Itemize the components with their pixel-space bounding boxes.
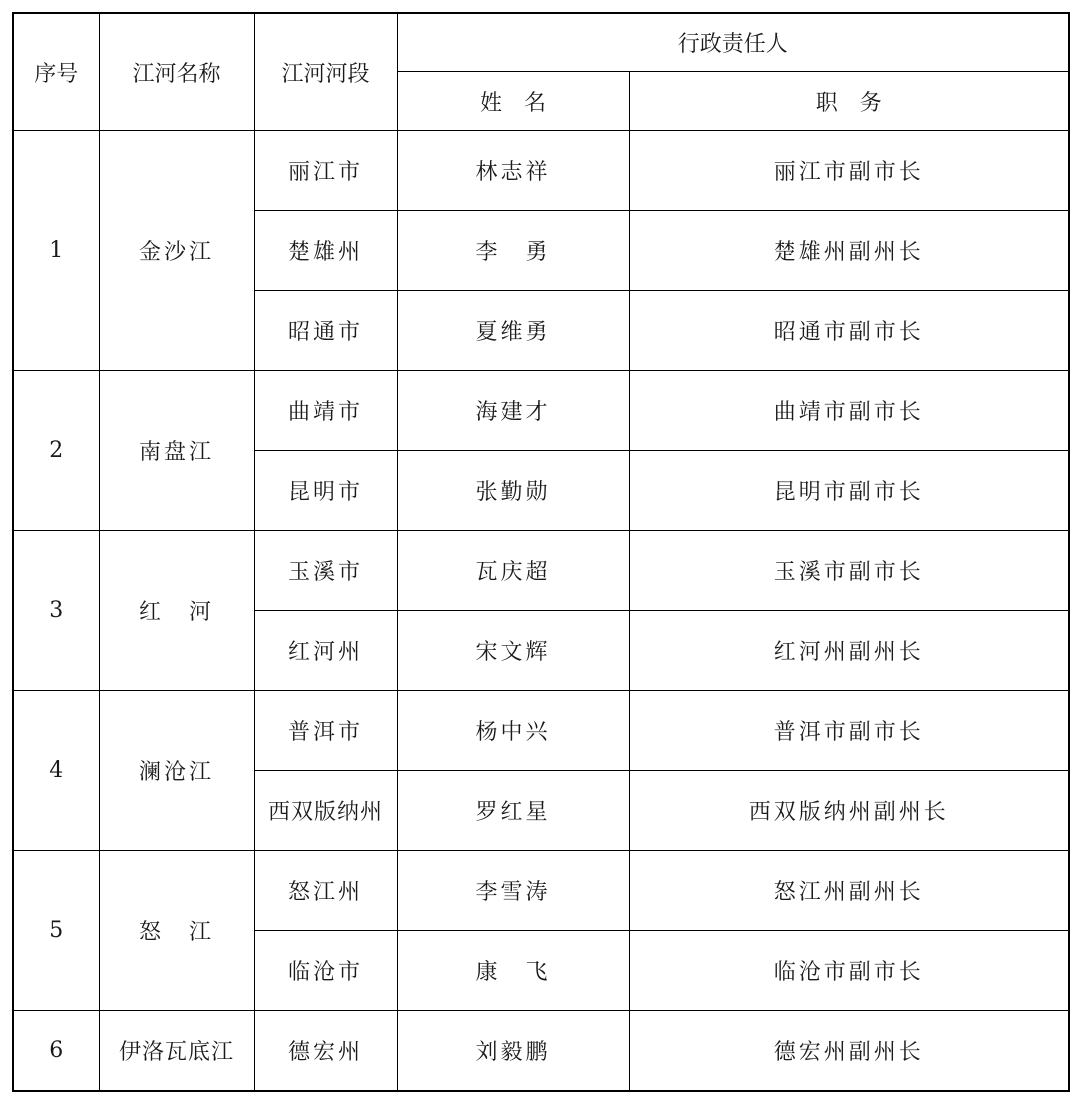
header-index: 序号 (13, 13, 99, 131)
responsible-person: 夏维勇 (397, 291, 629, 371)
responsible-position: 德宏州副州长 (629, 1011, 1069, 1092)
responsible-person: 张勤勋 (397, 451, 629, 531)
river-name: 金沙江 (99, 131, 254, 371)
river-name: 南盘江 (99, 371, 254, 531)
river-index: 1 (13, 131, 99, 371)
river-index: 6 (13, 1011, 99, 1092)
river-section: 昭通市 (254, 291, 397, 371)
responsible-position: 丽江市副市长 (629, 131, 1069, 211)
responsible-position: 红河州副州长 (629, 611, 1069, 691)
river-section: 丽江市 (254, 131, 397, 211)
river-index: 4 (13, 691, 99, 851)
responsible-position: 昆明市副市长 (629, 451, 1069, 531)
river-section: 德宏州 (254, 1011, 397, 1092)
header-river-name: 江河名称 (99, 13, 254, 131)
responsible-person: 杨中兴 (397, 691, 629, 771)
responsible-position: 怒江州副州长 (629, 851, 1069, 931)
river-section: 楚雄州 (254, 211, 397, 291)
river-section: 普洱市 (254, 691, 397, 771)
responsible-person: 李雪涛 (397, 851, 629, 931)
responsible-position: 临沧市副市长 (629, 931, 1069, 1011)
responsible-position: 西双版纳州副州长 (629, 771, 1069, 851)
responsible-person: 瓦庆超 (397, 531, 629, 611)
table-row (13, 531, 1069, 611)
river-index: 2 (13, 371, 99, 531)
table-row (13, 131, 1069, 211)
responsible-position: 普洱市副市长 (629, 691, 1069, 771)
river-section: 怒江州 (254, 851, 397, 931)
river-section: 临沧市 (254, 931, 397, 1011)
responsible-person: 宋文辉 (397, 611, 629, 691)
header-person-name: 姓 名 (397, 72, 629, 131)
river-responsibility-table (12, 12, 1070, 1092)
river-name: 红 河 (99, 531, 254, 691)
responsible-position: 昭通市副市长 (629, 291, 1069, 371)
responsible-person: 康 飞 (397, 931, 629, 1011)
river-section: 西双版纳州 (254, 771, 397, 851)
responsible-person: 李 勇 (397, 211, 629, 291)
header-administrative-responsible: 行政责任人 (397, 13, 1069, 72)
river-name: 澜沧江 (99, 691, 254, 851)
responsible-position: 楚雄州副州长 (629, 211, 1069, 291)
responsible-position: 玉溪市副市长 (629, 531, 1069, 611)
river-name: 怒 江 (99, 851, 254, 1011)
table-row (13, 1011, 1069, 1092)
river-section: 曲靖市 (254, 371, 397, 451)
river-section: 玉溪市 (254, 531, 397, 611)
river-name: 伊洛瓦底江 (99, 1011, 254, 1092)
river-section: 红河州 (254, 611, 397, 691)
responsible-position: 曲靖市副市长 (629, 371, 1069, 451)
table-body (13, 131, 1069, 1092)
river-section: 昆明市 (254, 451, 397, 531)
table-header (13, 13, 1069, 131)
table-row (13, 851, 1069, 931)
responsible-person: 刘毅鹏 (397, 1011, 629, 1092)
responsible-person: 林志祥 (397, 131, 629, 211)
header-position: 职 务 (629, 72, 1069, 131)
responsible-person: 海建才 (397, 371, 629, 451)
header-river-section: 江河河段 (254, 13, 397, 131)
table-row (13, 371, 1069, 451)
table-row (13, 691, 1069, 771)
river-index: 5 (13, 851, 99, 1011)
river-index: 3 (13, 531, 99, 691)
responsible-person: 罗红星 (397, 771, 629, 851)
